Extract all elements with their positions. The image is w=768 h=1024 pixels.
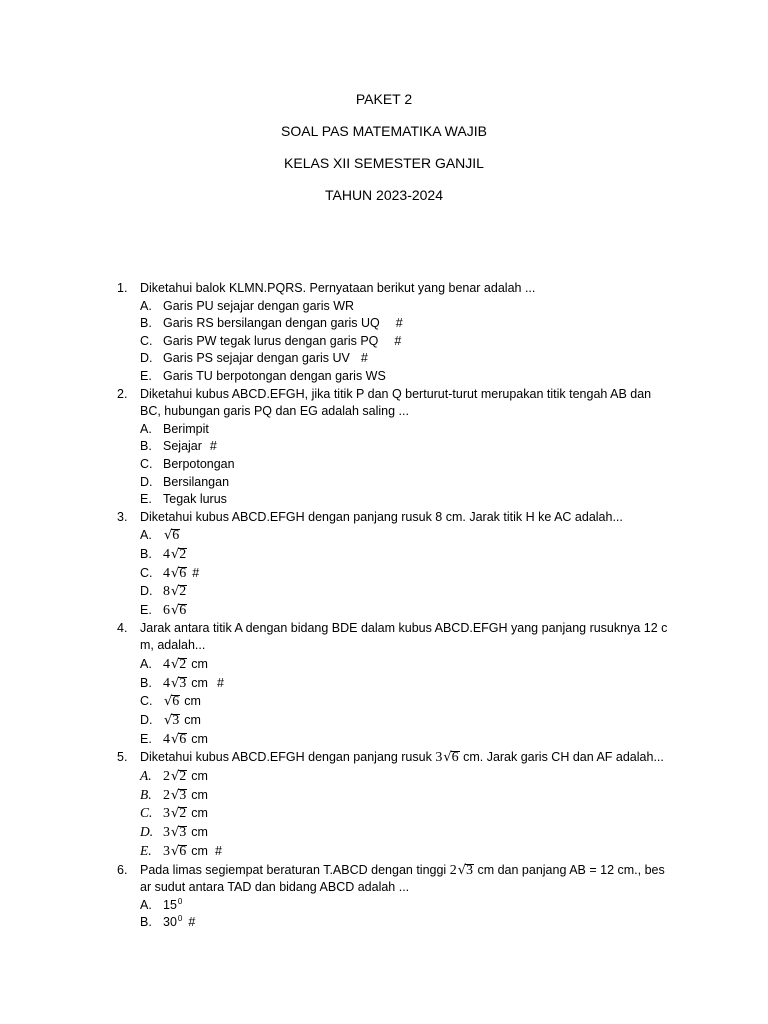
- question-text-before: Diketahui kubus ABCD.EFGH dengan panjang rusuk: [140, 750, 436, 765]
- option-d: [0, 711, 768, 730]
- option-e: [0, 491, 768, 509]
- option-d: [0, 350, 768, 368]
- option-letter: C.: [140, 694, 153, 709]
- option-value: [163, 842, 222, 862]
- option-text: Sejajar: [163, 439, 202, 454]
- question-text: BC, hubungan garis PQ dan EG adalah saling ...: [140, 404, 409, 419]
- answer-mark: #: [216, 675, 224, 690]
- radicand: 6: [179, 565, 187, 581]
- option-d: [0, 474, 768, 492]
- radicand: 3: [172, 713, 180, 728]
- option-text: Berimpit: [163, 421, 209, 436]
- option-letter: B.: [140, 675, 152, 690]
- option-c: [0, 692, 768, 711]
- radicand: 6: [179, 843, 187, 859]
- math-coefficient: 2: [163, 769, 170, 785]
- unit: cm: [191, 675, 208, 690]
- math-coefficient: 3: [163, 825, 170, 841]
- radical-sign: √: [171, 731, 180, 747]
- option-letter: E.: [140, 603, 152, 618]
- answer-mark: #: [188, 915, 196, 930]
- option-a: [0, 897, 768, 915]
- unit: cm: [191, 825, 208, 840]
- option-b: [0, 315, 768, 333]
- question-list: [0, 280, 768, 932]
- option-b: [0, 545, 768, 564]
- option-c: [0, 456, 768, 474]
- option-value: [163, 692, 201, 712]
- option-value: [163, 333, 401, 351]
- header-package: PAKET 2: [355, 91, 413, 107]
- question-number: 1.: [117, 281, 128, 295]
- radicand: 6: [172, 528, 180, 544]
- radical-sign: √: [171, 565, 180, 581]
- unit: cm: [191, 656, 208, 671]
- question-number: 3.: [117, 509, 128, 524]
- radicand: 6: [179, 603, 187, 619]
- option-letter: A.: [140, 421, 152, 436]
- question-3: [0, 509, 768, 620]
- question-number: 6.: [117, 862, 128, 877]
- radicand: 2: [179, 547, 187, 562]
- math-coefficient: 4: [163, 547, 170, 562]
- radical-sign: √: [171, 547, 180, 562]
- option-value: [163, 786, 208, 806]
- radical-sign: √: [164, 694, 173, 710]
- unit: cm: [191, 787, 208, 802]
- option-letter: C.: [140, 565, 153, 580]
- question-text: Diketahui kubus ABCD.EFGH, jika titik P dan Q berturut-turut merupakan titik tengah AB dan: [140, 386, 652, 401]
- question-number: 5.: [117, 750, 128, 765]
- option-text: Garis PW tegak lurus dengan garis PQ: [163, 333, 379, 348]
- question-5: [0, 748, 768, 860]
- unit: cm: [184, 694, 201, 709]
- option-value: [163, 582, 187, 602]
- option-text: Garis TU berpotongan dengan garis WS: [163, 368, 386, 383]
- option-b: [0, 914, 768, 932]
- radical-sign: √: [171, 603, 180, 619]
- question-text: Diketahui balok KLMN.PQRS. Pernyataan berikut yang benar adalah ...: [140, 281, 536, 295]
- option-value: [163, 804, 208, 824]
- math-coefficient: 4: [163, 675, 170, 691]
- header-class: KELAS XII SEMESTER GANJIL: [284, 155, 484, 171]
- option-d: [0, 582, 768, 601]
- option-value: [163, 823, 208, 843]
- header-year: TAHUN 2023-2024: [324, 187, 444, 203]
- radicand: 2: [179, 806, 187, 822]
- radicand: 3: [179, 825, 187, 841]
- option-letter: B.: [140, 547, 152, 561]
- option-letter: D.: [140, 824, 154, 840]
- option-letter: E.: [140, 842, 152, 858]
- math-coefficient: 4: [163, 565, 170, 581]
- radical-sign: √: [171, 806, 180, 822]
- radical-sign: √: [164, 528, 173, 544]
- header-subject: SOAL PAS MATEMATIKA WAJIB: [281, 123, 487, 139]
- option-text: Garis PU sejajar dengan garis WR: [163, 298, 355, 313]
- radicand: 3: [179, 787, 187, 803]
- option-b: [0, 438, 768, 456]
- unit: cm: [184, 713, 201, 727]
- question-2: [0, 386, 768, 509]
- question-1: [0, 280, 768, 386]
- degree-superscript: 0: [177, 914, 183, 924]
- radical-sign: √: [171, 675, 180, 691]
- option-a: [0, 526, 768, 545]
- question-text: [140, 748, 664, 768]
- question-text-after: cm dan panjang AB = 12 cm., bes: [473, 862, 665, 877]
- option-text: Tegak lurus: [163, 492, 227, 507]
- unit: cm: [191, 843, 208, 858]
- option-a: [0, 655, 768, 674]
- question-line: [0, 861, 768, 880]
- question-number: 2.: [117, 386, 128, 401]
- option-value: [163, 767, 208, 787]
- math-coefficient: 4: [163, 731, 170, 747]
- question-text: Diketahui kubus ABCD.EFGH dengan panjang rusuk 8 cm. Jarak titik H ke AC adalah...: [140, 509, 623, 524]
- option-value: [163, 601, 187, 621]
- option-letter: E.: [140, 368, 152, 383]
- option-letter: A.: [140, 298, 152, 313]
- option-value: [163, 315, 403, 333]
- option-e: [0, 842, 768, 861]
- option-letter: C.: [140, 456, 153, 471]
- option-letter: B.: [140, 786, 152, 802]
- question-6: [0, 861, 768, 932]
- option-letter: E.: [140, 492, 152, 507]
- radical-sign: √: [171, 825, 180, 841]
- answer-mark: #: [192, 565, 200, 580]
- radicand: 6: [172, 694, 180, 710]
- unit: cm: [191, 769, 208, 784]
- math-coefficient: 4: [163, 656, 170, 672]
- option-b: [0, 786, 768, 805]
- radical-sign: √: [171, 656, 180, 672]
- option-text: Garis RS bersilangan dengan garis UQ: [163, 316, 380, 331]
- option-letter: A.: [140, 897, 152, 912]
- option-a: [0, 767, 768, 786]
- radicand: 6: [451, 750, 459, 766]
- option-value: [163, 711, 201, 731]
- option-e: [0, 601, 768, 620]
- question-text-before: Pada limas segiempat beraturan T.ABCD dengan tinggi: [140, 862, 450, 877]
- option-value: [163, 655, 208, 675]
- option-letter: D.: [140, 351, 153, 366]
- radicand: 6: [179, 731, 187, 747]
- question-line: [0, 386, 768, 404]
- radicand: 2: [179, 769, 187, 785]
- option-c: [0, 804, 768, 823]
- math-coefficient: 3: [163, 806, 170, 822]
- question-text: [140, 861, 665, 881]
- option-value: [163, 526, 180, 546]
- answer-mark: #: [395, 316, 403, 331]
- unit: cm: [191, 806, 208, 821]
- question-line: [0, 748, 768, 767]
- radical-sign: √: [171, 584, 180, 600]
- option-letter: D.: [140, 584, 153, 599]
- question-line: [0, 403, 768, 421]
- radical-sign: √: [171, 769, 180, 785]
- option-c: [0, 564, 768, 583]
- radicand: 3: [465, 862, 473, 878]
- option-b: [0, 674, 768, 693]
- option-letter: C.: [140, 333, 153, 348]
- question-text: Jarak antara titik A dengan bidang BDE dalam kubus ABCD.EFGH yang panjang rusuknya 12 c: [140, 620, 668, 635]
- option-value: [163, 564, 199, 584]
- radicand: 3: [179, 675, 187, 691]
- math-coefficient: 6: [163, 603, 170, 619]
- unit: cm: [191, 731, 208, 746]
- radical-sign: √: [171, 787, 180, 803]
- answer-mark: #: [360, 351, 368, 366]
- degree-value: 30: [163, 915, 177, 930]
- option-d: [0, 823, 768, 842]
- option-letter: A.: [140, 528, 152, 543]
- option-text: Garis PS sejajar dengan garis UV: [163, 351, 350, 366]
- option-value: [163, 897, 182, 916]
- question-text-after: cm. Jarak garis CH dan AF adalah...: [459, 750, 664, 765]
- radical-sign: √: [164, 713, 173, 728]
- degree-superscript: 0: [177, 896, 183, 906]
- question-4: [0, 620, 768, 749]
- option-e: [0, 368, 768, 386]
- option-a: [0, 298, 768, 316]
- document-header: [0, 83, 768, 211]
- math-coefficient: 3: [163, 843, 170, 859]
- question-line: [0, 637, 768, 655]
- radical-sign: √: [171, 843, 180, 859]
- option-letter: C.: [140, 805, 153, 821]
- option-letter: B.: [140, 316, 152, 331]
- option-c: [0, 333, 768, 351]
- option-value: [163, 438, 217, 456]
- option-value: [163, 350, 368, 368]
- question-line: [0, 620, 768, 638]
- option-e: [0, 730, 768, 749]
- option-text: Bersilangan: [163, 474, 230, 489]
- radicand: 2: [179, 584, 187, 600]
- option-letter: D.: [140, 474, 153, 489]
- radical-sign: √: [457, 862, 466, 878]
- option-value: [163, 545, 187, 565]
- option-a: [0, 421, 768, 439]
- option-letter: D.: [140, 713, 153, 727]
- question-text: m, adalah...: [140, 638, 206, 653]
- option-letter: A.: [140, 768, 152, 784]
- radicand: 2: [179, 656, 187, 672]
- option-letter: B.: [140, 439, 152, 454]
- option-letter: A.: [140, 656, 152, 671]
- math-coefficient: 2: [163, 787, 170, 803]
- answer-mark: #: [209, 439, 217, 454]
- question-line: [0, 509, 768, 527]
- degree-value: 15: [163, 897, 177, 912]
- option-value: [163, 730, 208, 750]
- answer-mark: #: [394, 333, 402, 348]
- math-coefficient: 8: [163, 584, 170, 600]
- option-letter: B.: [140, 915, 152, 930]
- answer-mark: #: [214, 843, 222, 858]
- question-line: [0, 879, 768, 897]
- question-number: 4.: [117, 620, 128, 635]
- option-value: [163, 674, 224, 694]
- option-text: Berpotongan: [163, 456, 235, 471]
- question-text: ar sudut antara TAD dan bidang ABCD adalah ...: [140, 880, 410, 895]
- option-letter: E.: [140, 731, 152, 746]
- option-value: [163, 914, 195, 933]
- math-coefficient: 2: [449, 862, 457, 878]
- question-line: [0, 280, 768, 298]
- radical-sign: √: [443, 750, 452, 766]
- math-coefficient: 3: [435, 750, 443, 766]
